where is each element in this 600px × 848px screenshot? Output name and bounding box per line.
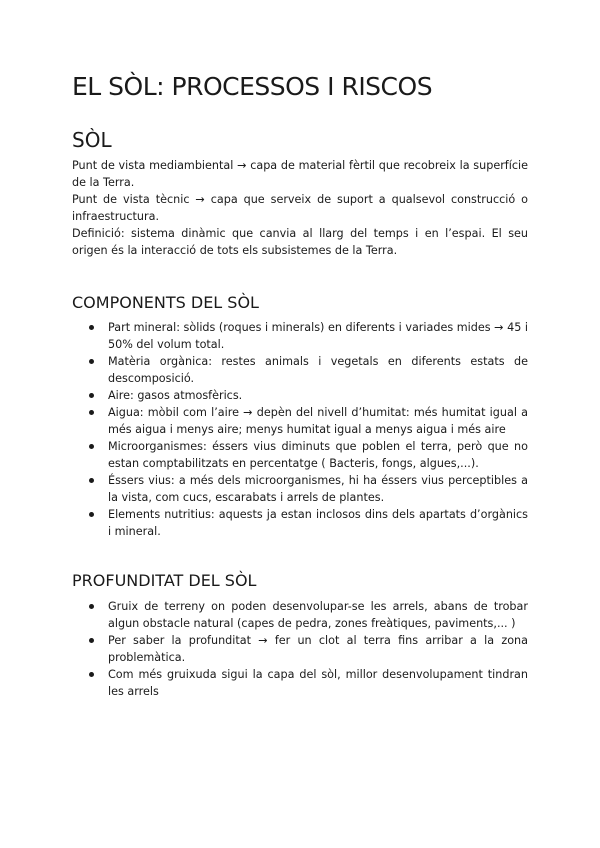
list-item-text: Matèria orgànica: restes animals i vegetals en diferents estats de descomposició. xyxy=(108,355,528,385)
bullet-icon xyxy=(89,672,94,677)
list-item-text: Per saber la profunditat → fer un clot al terra fins arribar a la zona problemàtica. xyxy=(108,634,528,664)
bullet-icon xyxy=(89,444,94,449)
section-heading-sol: SÒL xyxy=(72,128,112,152)
list-item-text: Com més gruixuda sigui la capa del sòl, millor desenvolupament tindran les arrels xyxy=(108,668,528,698)
list-item xyxy=(72,438,528,472)
section-body-sol xyxy=(72,157,528,259)
list-item xyxy=(72,598,528,632)
list-item-text: Microorganismes: éssers vius diminuts que poblen el terra, però que no estan comptabilitzats en percentatge ( Bacteris, fongs, algues,...). xyxy=(108,440,528,470)
list-item xyxy=(72,506,528,540)
bullet-icon xyxy=(89,359,94,364)
section-heading-profunditat: PROFUNDITAT DEL SÒL xyxy=(72,571,257,590)
paragraph-technical: Punt de vista tècnic → capa que serveix de suport a qualsevol construcció o infraestructura. xyxy=(72,193,528,223)
list-item xyxy=(72,472,528,506)
list-item xyxy=(72,387,528,404)
list-item xyxy=(72,353,528,387)
profunditat-list xyxy=(72,598,528,700)
bullet-icon xyxy=(89,604,94,609)
list-item xyxy=(72,319,528,353)
paragraph-environmental: Punt de vista mediambiental → capa de material fèrtil que recobreix la superfície de la Terra. xyxy=(72,159,528,189)
list-item-text: Éssers vius: a més dels microorganismes, hi ha éssers vius perceptibles a la vista, com cucs, escarabats i arrels de plantes. xyxy=(108,474,528,504)
bullet-icon xyxy=(89,512,94,517)
list-item xyxy=(72,666,528,700)
list-item-text: Gruix de terreny on poden desenvolupar-se les arrels, abans de trobar algun obstacle natural (capes de pedra, zones freàtiques, paviments,... ) xyxy=(108,600,528,630)
bullet-icon xyxy=(89,638,94,643)
list-item-text: Elements nutritius: aquests ja estan inclosos dins dels apartats d’orgànics i mineral. xyxy=(108,508,528,538)
bullet-icon xyxy=(89,325,94,330)
section-heading-components: COMPONENTS DEL SÒL xyxy=(72,293,259,312)
paragraph-definition: Definició: sistema dinàmic que canvia al llarg del temps i en l’espai. El seu origen és la interacció de tots els subsistemes de la Terra. xyxy=(72,227,528,257)
list-item xyxy=(72,632,528,666)
list-item-text: Part mineral: sòlids (roques i minerals) en diferents i variades mides → 45 i 50% del volum total. xyxy=(108,321,528,351)
list-item xyxy=(72,404,528,438)
bullet-icon xyxy=(89,393,94,398)
bullet-icon xyxy=(89,410,94,415)
bullet-icon xyxy=(89,478,94,483)
document-title: EL SÒL: PROCESSOS I RISCOS xyxy=(72,72,433,101)
list-item-text: Aire: gasos atmosfèrics. xyxy=(108,389,243,402)
list-item-text: Aigua: mòbil com l’aire → depèn del nivell d’humitat: més humitat igual a més aigua i menys aire; menys humitat igual a menys aigua i més aire xyxy=(108,406,528,436)
components-list xyxy=(72,319,528,540)
